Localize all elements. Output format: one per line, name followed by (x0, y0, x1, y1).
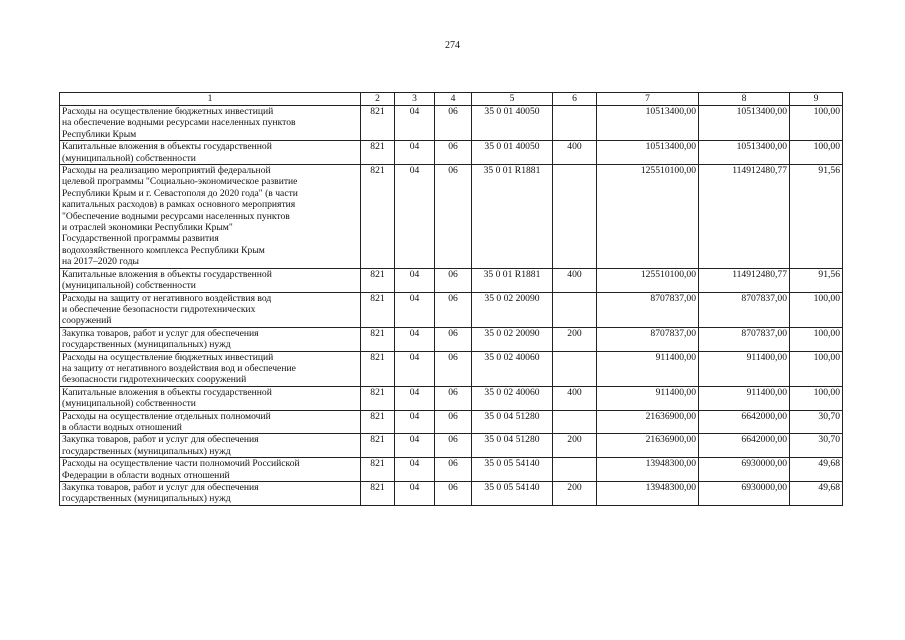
expense-name-line: на обеспечение водными ресурсами населенных пунктов (62, 117, 296, 129)
expense-name-line: целевой программы "Социально-экономическое развитие (62, 176, 298, 188)
expense-name-line: (муниципальной) собственности (62, 398, 196, 410)
cell-ministry-code: 821 (361, 458, 395, 482)
cell-expense-name (60, 141, 361, 165)
expense-name-line: Расходы на осуществление бюджетных инвестиций (62, 351, 274, 363)
table-row (60, 327, 843, 351)
cell-target-article: 35 0 01 40050 (472, 106, 553, 141)
cell-subsection: 06 (435, 386, 472, 410)
table-row (60, 268, 843, 292)
cell-approved-amount: 10513400,00 (597, 141, 699, 165)
expense-name-line: государственных (муниципальных) нужд (62, 339, 231, 351)
table-row (60, 292, 843, 327)
expense-name-line: на защиту от негативного воздействия вод и обеспечение (62, 362, 296, 374)
cell-expense-type: 400 (553, 386, 597, 410)
cell-executed-amount: 911400,00 (699, 386, 790, 410)
column-header: 2 (361, 93, 395, 106)
cell-ministry-code: 821 (361, 410, 395, 434)
cell-execution-percent: 49,68 (790, 458, 843, 482)
cell-expense-type: 400 (553, 141, 597, 165)
cell-target-article: 35 0 02 40060 (472, 351, 553, 386)
expense-name-line: капитальных расходов) в рамках основного мероприятия (62, 199, 296, 211)
cell-executed-amount: 10513400,00 (699, 106, 790, 141)
table-row (60, 410, 843, 434)
cell-approved-amount: 10513400,00 (597, 106, 699, 141)
cell-expense-name (60, 268, 361, 292)
cell-section: 04 (395, 434, 435, 458)
expense-name-line: Закупка товаров, работ и услуг для обеспечения (62, 434, 259, 446)
cell-target-article: 35 0 01 40050 (472, 141, 553, 165)
cell-section: 04 (395, 410, 435, 434)
cell-execution-percent: 100,00 (790, 141, 843, 165)
cell-executed-amount: 114912480,77 (699, 268, 790, 292)
cell-approved-amount: 21636900,00 (597, 410, 699, 434)
cell-ministry-code: 821 (361, 482, 395, 506)
cell-approved-amount: 911400,00 (597, 386, 699, 410)
cell-target-article: 35 0 05 54140 (472, 482, 553, 506)
cell-subsection: 06 (435, 434, 472, 458)
expense-name-line: государственных (муниципальных) нужд (62, 445, 231, 457)
column-header: 6 (553, 93, 597, 106)
cell-execution-percent: 49,68 (790, 482, 843, 506)
cell-expense-name (60, 106, 361, 141)
cell-approved-amount: 8707837,00 (597, 327, 699, 351)
cell-section: 04 (395, 482, 435, 506)
cell-executed-amount: 911400,00 (699, 351, 790, 386)
expense-name-line: Расходы на осуществление бюджетных инвестиций (62, 106, 274, 117)
expense-name-line: "Обеспечение водными ресурсами населенных пунктов (62, 210, 290, 222)
cell-subsection: 06 (435, 292, 472, 327)
expense-name-line: (муниципальной) собственности (62, 152, 196, 164)
column-header: 7 (597, 93, 699, 106)
column-header: 9 (790, 93, 843, 106)
cell-ministry-code: 821 (361, 327, 395, 351)
table-row (60, 386, 843, 410)
cell-expense-name (60, 351, 361, 386)
cell-expense-name (60, 410, 361, 434)
cell-target-article: 35 0 01 R1881 (472, 165, 553, 269)
cell-expense-type: 200 (553, 434, 597, 458)
cell-section: 04 (395, 106, 435, 141)
cell-expense-type (553, 292, 597, 327)
expense-name-line: сооружений (62, 315, 112, 327)
cell-section: 04 (395, 268, 435, 292)
table-row (60, 351, 843, 386)
cell-executed-amount: 6930000,00 (699, 482, 790, 506)
cell-expense-name (60, 458, 361, 482)
expense-name-line: (муниципальной) собственности (62, 280, 196, 292)
cell-execution-percent: 91,56 (790, 268, 843, 292)
column-header: 1 (60, 93, 361, 106)
cell-section: 04 (395, 351, 435, 386)
table-row (60, 458, 843, 482)
cell-section: 04 (395, 327, 435, 351)
cell-execution-percent: 30,70 (790, 434, 843, 458)
cell-executed-amount: 6642000,00 (699, 434, 790, 458)
expense-name-line: на 2017–2020 годы (62, 256, 139, 268)
cell-approved-amount: 125510100,00 (597, 268, 699, 292)
cell-target-article: 35 0 05 54140 (472, 458, 553, 482)
expense-name-line: Капитальные вложения в объекты государственной (62, 268, 272, 280)
cell-subsection: 06 (435, 106, 472, 141)
cell-approved-amount: 13948300,00 (597, 482, 699, 506)
expense-name-line: Расходы на осуществление отдельных полномочий (62, 410, 271, 422)
cell-subsection: 06 (435, 458, 472, 482)
cell-expense-name (60, 386, 361, 410)
expense-name-line: государственных (муниципальных) нужд (62, 493, 231, 505)
expense-name-line: Республики Крым и г. Севастополя до 2020 года" (в части (62, 187, 298, 199)
cell-execution-percent: 100,00 (790, 386, 843, 410)
cell-execution-percent: 100,00 (790, 106, 843, 141)
cell-executed-amount: 114912480,77 (699, 165, 790, 269)
cell-target-article: 35 0 04 51280 (472, 410, 553, 434)
cell-target-article: 35 0 02 20090 (472, 292, 553, 327)
table-row (60, 165, 843, 269)
column-header: 3 (395, 93, 435, 106)
expense-name-line: Капитальные вложения в объекты государственной (62, 141, 272, 153)
cell-approved-amount: 13948300,00 (597, 458, 699, 482)
cell-section: 04 (395, 386, 435, 410)
cell-target-article: 35 0 04 51280 (472, 434, 553, 458)
cell-expense-type: 400 (553, 268, 597, 292)
cell-execution-percent: 100,00 (790, 327, 843, 351)
expense-name-line: и обеспечение безопасности гидротехнических (62, 303, 256, 315)
column-header: 5 (472, 93, 553, 106)
cell-expense-name (60, 434, 361, 458)
expense-name-line: Расходы на реализацию мероприятий федеральной (62, 165, 271, 177)
cell-subsection: 06 (435, 141, 472, 165)
cell-executed-amount: 6642000,00 (699, 410, 790, 434)
expense-name-line: Республики Крым (62, 128, 137, 140)
expense-name-line: Федерации в области водных отношений (62, 469, 230, 481)
cell-approved-amount: 911400,00 (597, 351, 699, 386)
page-number: 274 (445, 40, 460, 51)
cell-section: 04 (395, 292, 435, 327)
cell-execution-percent: 100,00 (790, 351, 843, 386)
cell-target-article: 35 0 01 R1881 (472, 268, 553, 292)
cell-ministry-code: 821 (361, 165, 395, 269)
table-row (60, 482, 843, 506)
table-row (60, 434, 843, 458)
expense-name-line: Закупка товаров, работ и услуг для обеспечения (62, 482, 259, 493)
cell-section: 04 (395, 165, 435, 269)
cell-expense-type (553, 351, 597, 386)
cell-expense-type: 200 (553, 482, 597, 506)
cell-executed-amount: 6930000,00 (699, 458, 790, 482)
cell-expense-name (60, 482, 361, 506)
cell-ministry-code: 821 (361, 106, 395, 141)
column-header: 4 (435, 93, 472, 106)
cell-approved-amount: 21636900,00 (597, 434, 699, 458)
cell-ministry-code: 821 (361, 351, 395, 386)
cell-subsection: 06 (435, 410, 472, 434)
cell-subsection: 06 (435, 351, 472, 386)
cell-ministry-code: 821 (361, 386, 395, 410)
column-header: 8 (699, 93, 790, 106)
expense-name-line: Расходы на защиту от негативного воздействия вод (62, 292, 272, 304)
cell-expense-type (553, 165, 597, 269)
cell-expense-type: 200 (553, 327, 597, 351)
cell-expense-name (60, 327, 361, 351)
cell-subsection: 06 (435, 165, 472, 269)
cell-subsection: 06 (435, 268, 472, 292)
table-row (60, 141, 843, 165)
expense-name-line: Государственной программы развития (62, 233, 219, 245)
cell-approved-amount: 125510100,00 (597, 165, 699, 269)
cell-ministry-code: 821 (361, 141, 395, 165)
cell-ministry-code: 821 (361, 268, 395, 292)
cell-expense-type (553, 106, 597, 141)
cell-target-article: 35 0 02 40060 (472, 386, 553, 410)
cell-ministry-code: 821 (361, 292, 395, 327)
expense-name-line: Закупка товаров, работ и услуг для обеспечения (62, 327, 259, 339)
table-header-row (60, 93, 843, 106)
cell-section: 04 (395, 141, 435, 165)
cell-approved-amount: 8707837,00 (597, 292, 699, 327)
table-body (60, 106, 843, 506)
cell-target-article: 35 0 02 20090 (472, 327, 553, 351)
budget-table (59, 92, 843, 506)
cell-expense-type (553, 410, 597, 434)
cell-expense-name (60, 292, 361, 327)
cell-executed-amount: 8707837,00 (699, 327, 790, 351)
cell-ministry-code: 821 (361, 434, 395, 458)
expense-name-line: и отраслей экономики Республики Крым" (62, 222, 233, 234)
expense-name-line: безопасности гидротехнических сооружений (62, 374, 247, 386)
cell-execution-percent: 30,70 (790, 410, 843, 434)
cell-execution-percent: 91,56 (790, 165, 843, 269)
expense-name-line: Капитальные вложения в объекты государственной (62, 386, 272, 398)
table-row (60, 106, 843, 141)
expense-name-line: водохозяйственного комплекса Республики Крым (62, 244, 265, 256)
expense-name-line: в области водных отношений (62, 421, 182, 433)
expense-name-line: Расходы на осуществление части полномочий Российской (62, 458, 300, 470)
cell-executed-amount: 10513400,00 (699, 141, 790, 165)
cell-subsection: 06 (435, 327, 472, 351)
cell-expense-type (553, 458, 597, 482)
cell-executed-amount: 8707837,00 (699, 292, 790, 327)
cell-subsection: 06 (435, 482, 472, 506)
cell-expense-name (60, 165, 361, 269)
cell-section: 04 (395, 458, 435, 482)
cell-execution-percent: 100,00 (790, 292, 843, 327)
